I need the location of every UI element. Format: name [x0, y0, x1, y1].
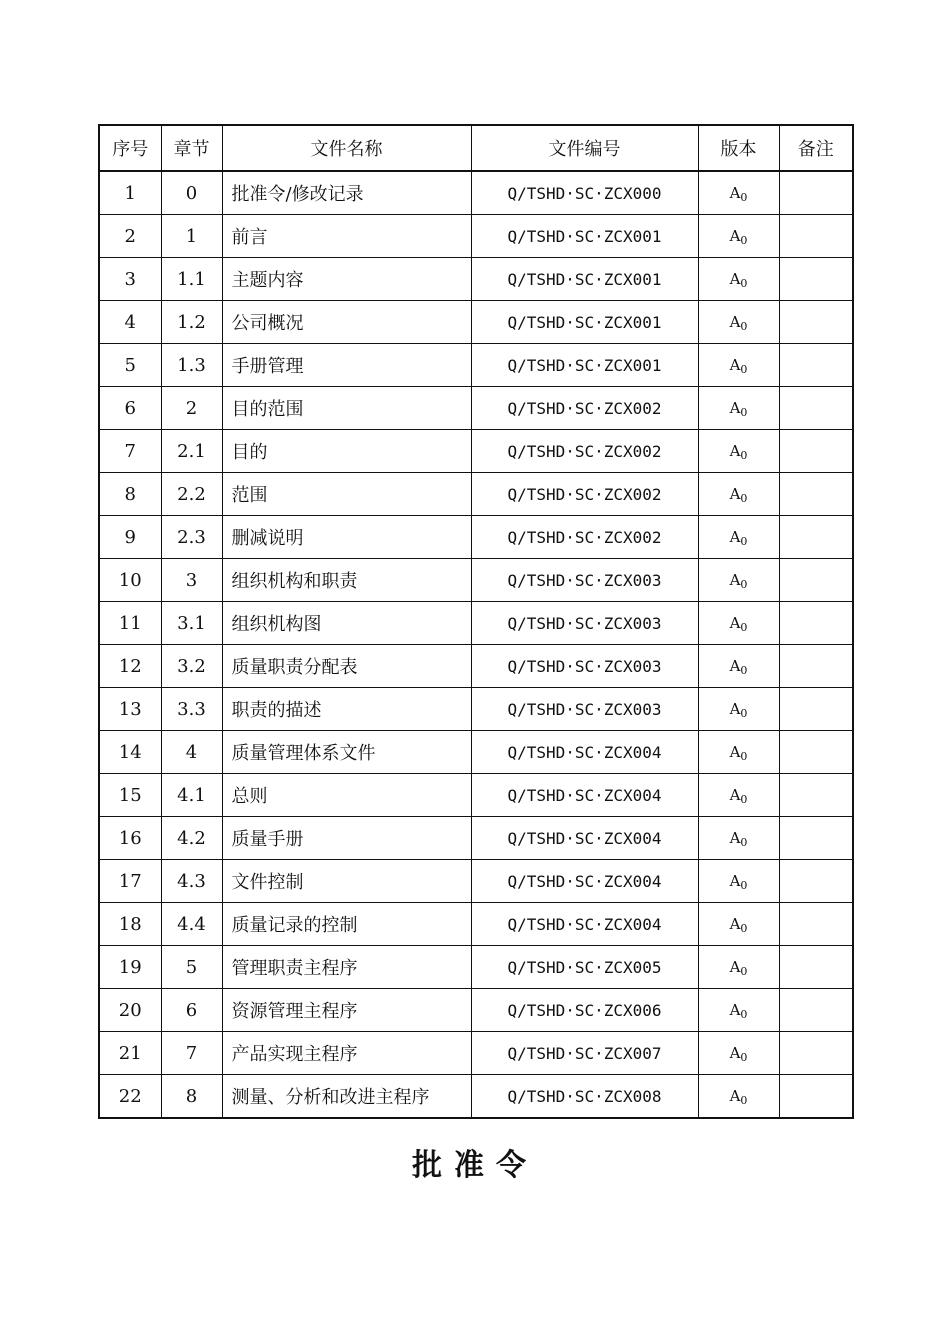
version-subscript: 0 [740, 621, 748, 634]
version-subscript: 0 [740, 535, 748, 548]
cell-no: 2 [99, 215, 161, 258]
header-version: 版本 [698, 125, 779, 171]
table-row [99, 473, 853, 516]
cell-no: 20 [99, 989, 161, 1032]
cell-file-code: Q/TSHD·SC·ZCX002 [471, 473, 698, 516]
cell-chapter: 3.3 [161, 688, 222, 731]
cell-chapter: 4.1 [161, 774, 222, 817]
table-row [99, 1075, 853, 1119]
cell-file-code: Q/TSHD·SC·ZCX001 [471, 344, 698, 387]
cell-version [698, 516, 779, 559]
version-letter: A [729, 184, 741, 202]
cell-no: 6 [99, 387, 161, 430]
cell-no: 9 [99, 516, 161, 559]
cell-chapter: 4 [161, 731, 222, 774]
version-subscript: 0 [740, 1094, 748, 1107]
cell-version [698, 688, 779, 731]
cell-chapter: 1.1 [161, 258, 222, 301]
cell-version [698, 301, 779, 344]
cell-remark [779, 731, 853, 774]
cell-file-name: 文件控制 [222, 860, 471, 903]
table-row [99, 860, 853, 903]
cell-file-code: Q/TSHD·SC·ZCX004 [471, 774, 698, 817]
cell-remark [779, 989, 853, 1032]
cell-remark [779, 860, 853, 903]
cell-file-code: Q/TSHD·SC·ZCX002 [471, 430, 698, 473]
cell-remark [779, 946, 853, 989]
cell-file-code: Q/TSHD·SC·ZCX004 [471, 903, 698, 946]
version-letter: A [729, 700, 741, 718]
version-subscript: 0 [740, 277, 748, 290]
cell-file-code: Q/TSHD·SC·ZCX002 [471, 387, 698, 430]
cell-no: 17 [99, 860, 161, 903]
cell-chapter: 2 [161, 387, 222, 430]
header-row [99, 125, 853, 171]
cell-file-name: 资源管理主程序 [222, 989, 471, 1032]
cell-remark [779, 215, 853, 258]
cell-no: 4 [99, 301, 161, 344]
version-subscript: 0 [740, 578, 748, 591]
cell-chapter: 2.1 [161, 430, 222, 473]
cell-file-code: Q/TSHD·SC·ZCX003 [471, 559, 698, 602]
cell-file-code: Q/TSHD·SC·ZCX004 [471, 817, 698, 860]
cell-remark [779, 1032, 853, 1075]
cell-file-name: 总则 [222, 774, 471, 817]
version-letter: A [729, 872, 741, 890]
cell-version [698, 774, 779, 817]
version-subscript: 0 [740, 191, 748, 204]
cell-version [698, 387, 779, 430]
cell-file-code: Q/TSHD·SC·ZCX001 [471, 301, 698, 344]
cell-no: 16 [99, 817, 161, 860]
cell-chapter: 0 [161, 171, 222, 215]
version-letter: A [729, 958, 741, 976]
version-subscript: 0 [740, 879, 748, 892]
table-row [99, 215, 853, 258]
cell-version [698, 1075, 779, 1119]
cell-chapter: 7 [161, 1032, 222, 1075]
table-row [99, 258, 853, 301]
cell-chapter: 2.2 [161, 473, 222, 516]
version-letter: A [729, 356, 741, 374]
version-letter: A [729, 614, 741, 632]
cell-version [698, 1032, 779, 1075]
cell-version [698, 171, 779, 215]
cell-version [698, 645, 779, 688]
cell-chapter: 3 [161, 559, 222, 602]
version-letter: A [729, 227, 741, 245]
version-subscript: 0 [740, 449, 748, 462]
cell-no: 3 [99, 258, 161, 301]
cell-file-name: 批准令/修改记录 [222, 171, 471, 215]
cell-file-name: 删减说明 [222, 516, 471, 559]
cell-chapter: 3.2 [161, 645, 222, 688]
version-letter: A [729, 1087, 741, 1105]
cell-file-name: 质量记录的控制 [222, 903, 471, 946]
cell-file-name: 目的 [222, 430, 471, 473]
cell-chapter: 2.3 [161, 516, 222, 559]
table-row [99, 946, 853, 989]
cell-file-name: 管理职责主程序 [222, 946, 471, 989]
cell-no: 18 [99, 903, 161, 946]
cell-file-name: 公司概况 [222, 301, 471, 344]
version-subscript: 0 [740, 1051, 748, 1064]
header-file-code: 文件编号 [471, 125, 698, 171]
version-subscript: 0 [740, 1008, 748, 1021]
table-row [99, 989, 853, 1032]
cell-version [698, 344, 779, 387]
table-row [99, 344, 853, 387]
cell-no: 10 [99, 559, 161, 602]
cell-version [698, 860, 779, 903]
cell-remark [779, 602, 853, 645]
document-index-table [98, 124, 854, 1119]
cell-no: 15 [99, 774, 161, 817]
table-row [99, 688, 853, 731]
version-letter: A [729, 829, 741, 847]
version-letter: A [729, 442, 741, 460]
version-subscript: 0 [740, 922, 748, 935]
version-letter: A [729, 571, 741, 589]
cell-file-name: 质量管理体系文件 [222, 731, 471, 774]
version-letter: A [729, 1044, 741, 1062]
cell-chapter: 8 [161, 1075, 222, 1119]
cell-remark [779, 903, 853, 946]
cell-no: 14 [99, 731, 161, 774]
version-subscript: 0 [740, 234, 748, 247]
cell-version [698, 559, 779, 602]
version-letter: A [729, 1001, 741, 1019]
version-letter: A [729, 485, 741, 503]
cell-version [698, 731, 779, 774]
cell-file-name: 组织机构图 [222, 602, 471, 645]
cell-chapter: 6 [161, 989, 222, 1032]
cell-file-name: 组织机构和职责 [222, 559, 471, 602]
cell-file-code: Q/TSHD·SC·ZCX001 [471, 258, 698, 301]
cell-file-name: 范围 [222, 473, 471, 516]
cell-remark [779, 171, 853, 215]
cell-no: 22 [99, 1075, 161, 1119]
cell-remark [779, 774, 853, 817]
cell-chapter: 4.4 [161, 903, 222, 946]
cell-chapter: 5 [161, 946, 222, 989]
table-row [99, 1032, 853, 1075]
header-remark: 备注 [779, 125, 853, 171]
cell-chapter: 3.1 [161, 602, 222, 645]
cell-file-name: 手册管理 [222, 344, 471, 387]
table-row [99, 559, 853, 602]
cell-remark [779, 817, 853, 860]
cell-remark [779, 645, 853, 688]
version-subscript: 0 [740, 363, 748, 376]
header-chapter: 章节 [161, 125, 222, 171]
version-subscript: 0 [740, 664, 748, 677]
table-row [99, 171, 853, 215]
cell-no: 19 [99, 946, 161, 989]
cell-no: 21 [99, 1032, 161, 1075]
cell-no: 1 [99, 171, 161, 215]
version-letter: A [729, 313, 741, 331]
table-row [99, 430, 853, 473]
cell-chapter: 4.3 [161, 860, 222, 903]
cell-file-name: 职责的描述 [222, 688, 471, 731]
version-letter: A [729, 786, 741, 804]
cell-version [698, 903, 779, 946]
cell-file-code: Q/TSHD·SC·ZCX003 [471, 602, 698, 645]
cell-file-code: Q/TSHD·SC·ZCX003 [471, 645, 698, 688]
table-header [99, 125, 853, 171]
version-subscript: 0 [740, 836, 748, 849]
version-letter: A [729, 270, 741, 288]
cell-no: 8 [99, 473, 161, 516]
table-row [99, 645, 853, 688]
cell-file-name: 目的范围 [222, 387, 471, 430]
cell-file-name: 产品实现主程序 [222, 1032, 471, 1075]
cell-no: 11 [99, 602, 161, 645]
version-subscript: 0 [740, 750, 748, 763]
cell-remark [779, 516, 853, 559]
cell-remark [779, 430, 853, 473]
header-file-name: 文件名称 [222, 125, 471, 171]
cell-chapter: 4.2 [161, 817, 222, 860]
cell-version [698, 473, 779, 516]
cell-file-code: Q/TSHD·SC·ZCX008 [471, 1075, 698, 1119]
cell-no: 12 [99, 645, 161, 688]
table-row [99, 731, 853, 774]
table-row [99, 602, 853, 645]
version-letter: A [729, 399, 741, 417]
version-subscript: 0 [740, 707, 748, 720]
cell-version [698, 258, 779, 301]
cell-file-code: Q/TSHD·SC·ZCX001 [471, 215, 698, 258]
cell-file-name: 质量手册 [222, 817, 471, 860]
cell-file-code: Q/TSHD·SC·ZCX002 [471, 516, 698, 559]
cell-version [698, 817, 779, 860]
version-letter: A [729, 743, 741, 761]
version-subscript: 0 [740, 492, 748, 505]
version-letter: A [729, 657, 741, 675]
version-subscript: 0 [740, 320, 748, 333]
cell-file-name: 主题内容 [222, 258, 471, 301]
cell-chapter: 1.2 [161, 301, 222, 344]
version-subscript: 0 [740, 406, 748, 419]
cell-remark [779, 473, 853, 516]
table-row [99, 817, 853, 860]
cell-version [698, 602, 779, 645]
version-letter: A [729, 528, 741, 546]
cell-no: 7 [99, 430, 161, 473]
cell-remark [779, 387, 853, 430]
cell-remark [779, 688, 853, 731]
cell-version [698, 430, 779, 473]
version-subscript: 0 [740, 965, 748, 978]
table-body [99, 171, 853, 1118]
cell-file-code: Q/TSHD·SC·ZCX000 [471, 171, 698, 215]
cell-version [698, 946, 779, 989]
version-letter: A [729, 915, 741, 933]
cell-remark [779, 344, 853, 387]
cell-file-code: Q/TSHD·SC·ZCX005 [471, 946, 698, 989]
cell-remark [779, 559, 853, 602]
table-row [99, 774, 853, 817]
cell-chapter: 1 [161, 215, 222, 258]
cell-no: 13 [99, 688, 161, 731]
cell-file-code: Q/TSHD·SC·ZCX004 [471, 860, 698, 903]
cell-file-name: 质量职责分配表 [222, 645, 471, 688]
table-row [99, 387, 853, 430]
cell-file-code: Q/TSHD·SC·ZCX003 [471, 688, 698, 731]
cell-remark [779, 258, 853, 301]
table-row [99, 516, 853, 559]
cell-file-code: Q/TSHD·SC·ZCX007 [471, 1032, 698, 1075]
cell-no: 5 [99, 344, 161, 387]
cell-file-code: Q/TSHD·SC·ZCX004 [471, 731, 698, 774]
cell-file-name: 测量、分析和改进主程序 [222, 1075, 471, 1119]
cell-remark [779, 301, 853, 344]
header-no: 序号 [99, 125, 161, 171]
cell-remark [779, 1075, 853, 1119]
cell-chapter: 1.3 [161, 344, 222, 387]
table-row [99, 301, 853, 344]
cell-version [698, 215, 779, 258]
version-subscript: 0 [740, 793, 748, 806]
table-row [99, 903, 853, 946]
cell-version [698, 989, 779, 1032]
cell-file-name: 前言 [222, 215, 471, 258]
page-heading: 批准令 [412, 1148, 538, 1183]
cell-file-code: Q/TSHD·SC·ZCX006 [471, 989, 698, 1032]
